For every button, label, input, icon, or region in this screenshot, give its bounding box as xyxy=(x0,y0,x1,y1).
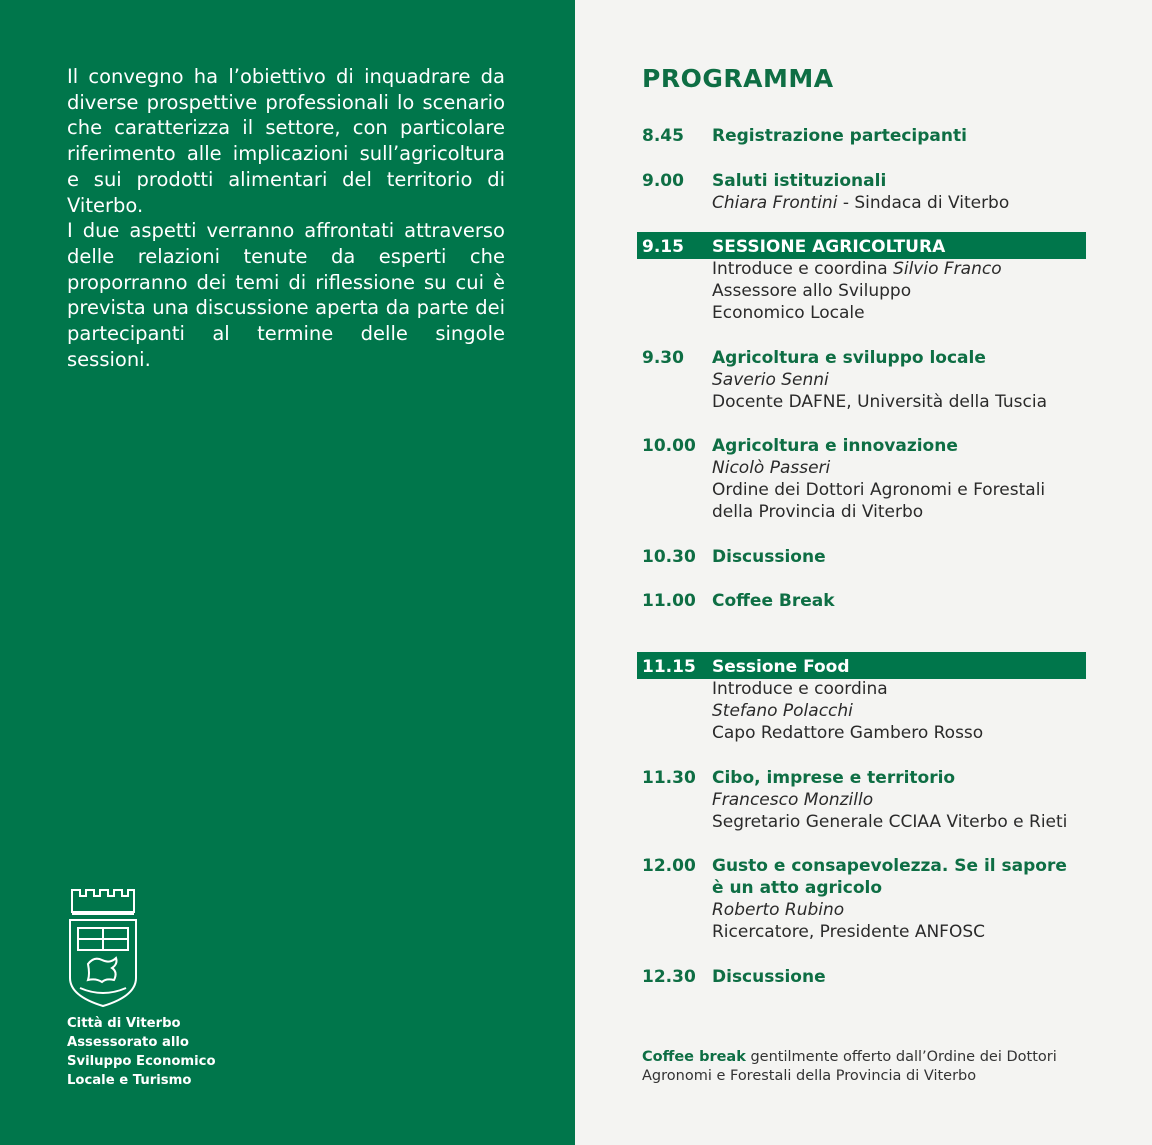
item-lead: Introduce e coordina xyxy=(712,679,888,699)
item-desc: Capo Redattore Gambero Rosso xyxy=(712,723,984,743)
program-item xyxy=(642,767,1082,833)
program-item xyxy=(642,966,1082,988)
item-time: 11.15 xyxy=(642,657,696,677)
footnote xyxy=(642,1048,1082,1086)
item-speaker: Roberto Rubino xyxy=(712,900,845,920)
item-title: Agricoltura e sviluppo locale xyxy=(712,348,986,368)
intro-paragraph-1: Il convegno ha l’obiettivo di inquadrare da diverse prospettive professionali lo scenario che caratterizza il settore, con particolare riferimento alle implicazioni sull’agricoltura e sui prodotti alimentari del territorio di Viterbo. xyxy=(67,65,505,217)
item-time: 9.00 xyxy=(642,171,684,191)
item-desc: Assessore allo Sviluppo xyxy=(712,281,912,301)
item-desc: Ricercatore, Presidente ANFOSC xyxy=(712,922,985,942)
item-time: 8.45 xyxy=(642,126,684,146)
item-desc: Economico Locale xyxy=(712,303,865,323)
left-panel xyxy=(0,0,575,1145)
program-item xyxy=(642,125,1082,147)
item-time: 12.00 xyxy=(642,856,696,876)
item-speaker: Chiara Frontini xyxy=(712,193,838,213)
item-time: 12.30 xyxy=(642,967,696,987)
item-title: Discussione xyxy=(712,967,826,987)
program-panel xyxy=(575,0,1152,1145)
session-title: SESSIONE AGRICOLTURA xyxy=(712,237,946,257)
item-time: 10.30 xyxy=(642,547,696,567)
item-speaker: Saverio Senni xyxy=(712,370,829,390)
item-speaker: Stefano Polacchi xyxy=(712,701,853,721)
intro-paragraph-2: I due aspetti verranno affrontati attraverso delle relazioni tenute da esperti che proporranno dei temi di riflessione su cui è prevista una discussione aperta da parte dei partecipanti al termine delle singole sessioni. xyxy=(67,219,505,371)
item-title: Cibo, imprese e territorio xyxy=(712,768,956,788)
city-crest-icon xyxy=(66,884,140,1010)
footnote-text: gentilmente offerto dall’Ordine dei Dottori Agronomi e Forestali della Provincia di Viterbo xyxy=(642,1049,1057,1084)
item-desc: della Provincia di Viterbo xyxy=(712,502,924,522)
item-title: Gusto e consapevolezza. Se il sapore è un atto agricolo xyxy=(712,856,1067,898)
footnote-bold: Coffee break xyxy=(642,1049,746,1065)
program-item xyxy=(642,170,1082,214)
item-time: 9.15 xyxy=(642,237,684,257)
intro-text xyxy=(67,64,505,372)
item-desc: Docente DAFNE, Università della Tuscia xyxy=(712,392,1048,412)
item-speaker-role: - Sindaca di Viterbo xyxy=(837,193,1010,213)
organizer-line: Locale e Turismo xyxy=(67,1073,192,1088)
item-speaker: Francesco Monzillo xyxy=(712,790,874,810)
session-title: Sessione Food xyxy=(712,657,850,677)
item-time: 11.30 xyxy=(642,768,696,788)
item-title: Saluti istituzionali xyxy=(712,171,887,191)
item-time: 10.00 xyxy=(642,436,696,456)
item-lead: Introduce e coordina xyxy=(712,259,894,279)
program-item xyxy=(642,546,1082,568)
item-title: Registrazione partecipanti xyxy=(712,126,967,146)
item-desc: Segretario Generale CCIAA Viterbo e Rieti xyxy=(712,812,1068,832)
item-speaker: Silvio Franco xyxy=(893,259,1002,279)
program-item-session xyxy=(642,656,1082,744)
item-desc: Ordine dei Dottori Agronomi e Forestali xyxy=(712,480,1046,500)
item-time: 11.00 xyxy=(642,591,696,611)
organizer-line: Città di Viterbo xyxy=(67,1016,181,1031)
program-item xyxy=(642,590,1082,612)
item-title: Discussione xyxy=(712,547,826,567)
program-title: PROGRAMMA xyxy=(642,64,834,93)
item-title: Coffee Break xyxy=(712,591,835,611)
program-item xyxy=(642,347,1082,413)
organizer-block xyxy=(67,1014,216,1090)
organizer-line: Assessorato allo xyxy=(67,1035,189,1050)
item-time: 9.30 xyxy=(642,348,684,368)
program-item xyxy=(642,855,1082,943)
item-title: Agricoltura e innovazione xyxy=(712,436,958,456)
item-speaker: Nicolò Passeri xyxy=(712,458,831,478)
program-item-session xyxy=(642,236,1082,324)
organizer-line: Sviluppo Economico xyxy=(67,1054,216,1069)
program-item xyxy=(642,435,1082,523)
